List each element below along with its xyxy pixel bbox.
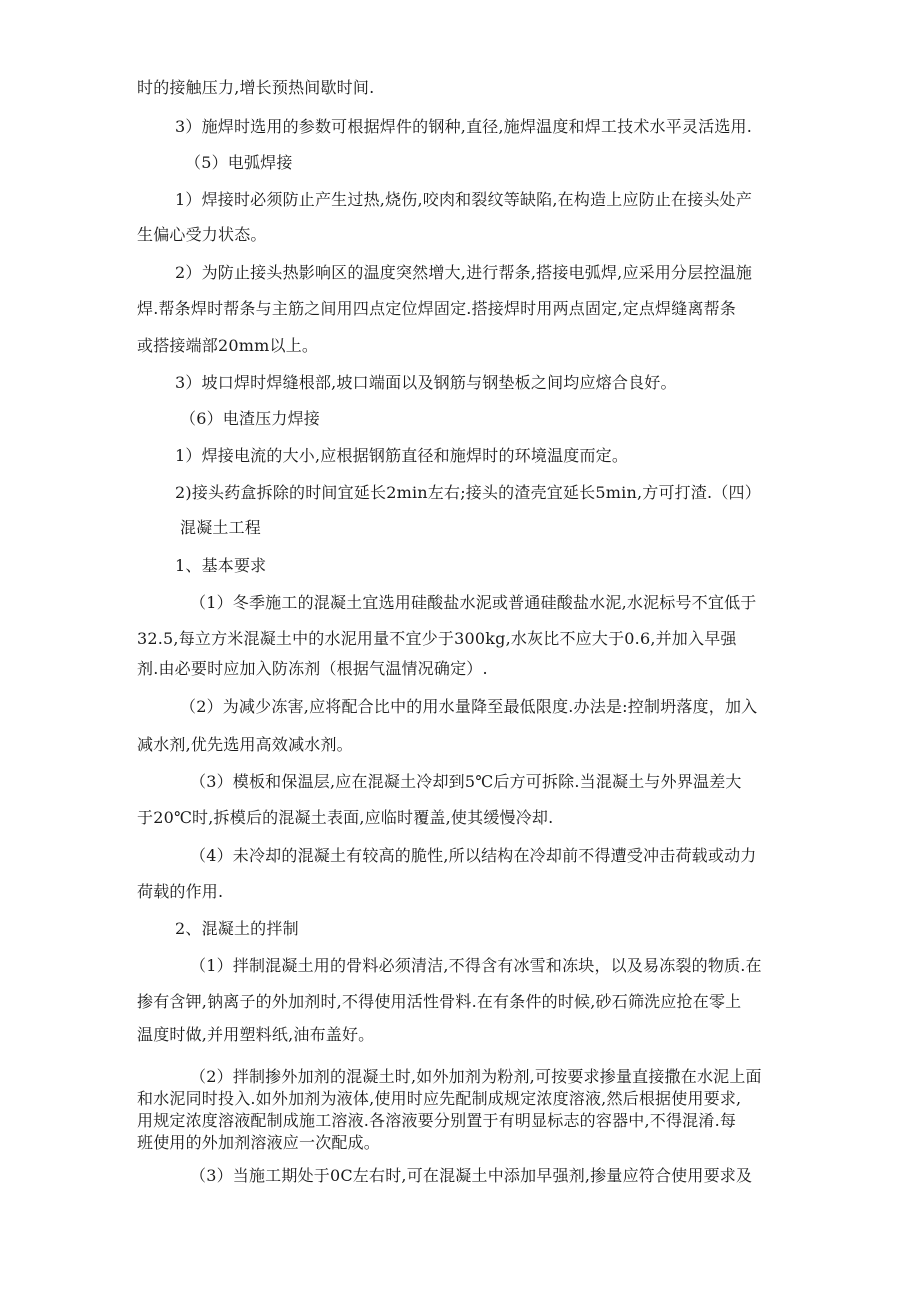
section-heading: 1、基本要求 xyxy=(175,556,267,575)
text-line: 焊.帮条焊时帮条与主筋之间用四点定位焊固定.搭接焊时用两点固定,定点焊缝离帮条 xyxy=(137,299,737,318)
section-heading: 混凝土工程 xyxy=(180,518,262,537)
text-line: 生偏心受力状态。 xyxy=(137,225,267,244)
text-line: （2）拌制掺外加剂的混凝土时,如外加剂为粉剂,可按要求掺量直接撒在水泥上面 xyxy=(190,1067,762,1086)
text-line: 3）施焊时选用的参数可根据焊件的钢种,直径,施焊温度和焊工技术水平灵活选用. xyxy=(175,117,753,136)
text-line: 掺有含钾,钠离子的外加剂时,不得使用活性骨料.在有条件的时候,砂石筛洗应抢在零上 xyxy=(137,992,742,1011)
text-line: 于20℃时,拆模后的混凝土表面,应临时覆盖,使其缓慢冷却. xyxy=(137,808,554,827)
text-line: 32.5,每立方米混凝土中的水泥用量不宜少于300kg,水灰比不应大于0.6,并加入早强 xyxy=(137,629,737,648)
text-line: 班使用的外加剂溶液应一次配成。 xyxy=(137,1133,381,1152)
text-line: 3）坡口焊时焊缝根部,坡口端面以及钢筋与钢垫板之间均应熔合良好。 xyxy=(175,373,677,392)
text-line: （4）未冷却的混凝土有较高的脆性,所以结构在冷却前不得遭受冲击荷载或动力 xyxy=(190,846,757,865)
text-line: 剂.由必要时应加入防冻剂（根据气温情况确定）. xyxy=(137,659,488,678)
section-heading: （6）电渣压力焊接 xyxy=(180,409,320,428)
text-line: 1）焊接时必须防止产生过热,烧伤,咬肉和裂纹等缺陷,在构造上应防止在接头处产 xyxy=(175,190,753,209)
section-heading: 2、混凝土的拌制 xyxy=(175,919,299,938)
text-line: 时的接触压力,增长预热间歇时间. xyxy=(137,78,375,97)
text-line: （2）为减少冻害,应将配合比中的用水量降至最低限度.办法是:控制坍落度，加入 xyxy=(180,697,758,716)
text-line: （1）拌制混凝土用的骨料必须清洁,不得含有冰雪和冻块，以及易冻裂的物质.在 xyxy=(190,956,762,975)
text-line: 2）为防止接头热影响区的温度突然增大,进行帮条,搭接电弧焊,应采用分层控温施 xyxy=(175,263,753,282)
text-line: 和水泥同时投入.如外加剂为液体,使用时应先配制成规定浓度溶液,然后根据使用要求, xyxy=(137,1089,742,1108)
text-line: 用规定浓度溶液配制成施工溶液.各溶液要分别置于有明显标志的容器中,不得混淆.每 xyxy=(137,1111,737,1130)
text-line: 或搭接端部20mm以上。 xyxy=(137,336,319,355)
section-heading: （5）电弧焊接 xyxy=(185,153,293,172)
text-line: （3）当施工期处于0C左右时,可在混凝土中添加早强剂,掺量应符合使用要求及 xyxy=(190,1166,753,1185)
text-line: 1）焊接电流的大小,应根据钢筋直径和施焊时的环境温度而定。 xyxy=(175,446,629,465)
text-line: （1）冬季施工的混凝土宜选用硅酸盐水泥或普通硅酸盐水泥,水泥标号不宜低于 xyxy=(190,593,757,612)
text-line: 荷载的作用. xyxy=(137,882,224,901)
text-line: 减水剂,优先选用高效减水剂。 xyxy=(137,735,353,754)
text-line: （3）模板和保温层,应在混凝土冷却到5℃后方可拆除.当混凝土与外界温差大 xyxy=(190,772,742,791)
text-line: 温度时做,并用塑料纸,油布盖好。 xyxy=(137,1025,375,1044)
text-line: 2)接头药盒拆除的时间宜延长2min左右;接头的渣壳宜延长5min,方可打渣.（四） xyxy=(175,483,761,502)
